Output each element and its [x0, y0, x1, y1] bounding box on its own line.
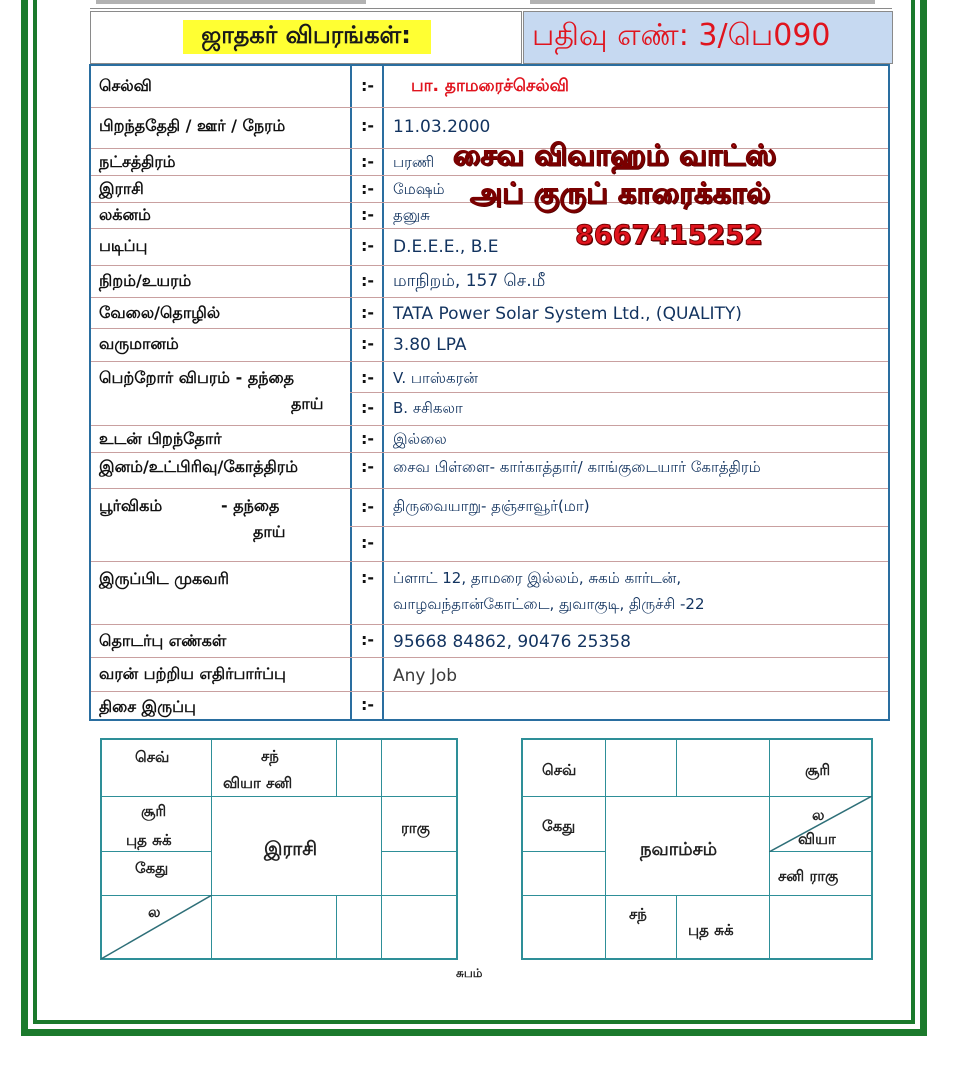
table-row: [91, 298, 888, 329]
row-separator: :-: [361, 568, 375, 587]
row-value: திருவையாறு- தஞ்சாவூர்(மா): [393, 497, 590, 515]
planet-label: வியா: [798, 830, 836, 848]
row-separator: :-: [361, 271, 375, 290]
cropped-top-row: [90, 0, 892, 9]
row-label: லக்னம்: [99, 205, 151, 224]
row-separator: :-: [361, 116, 375, 135]
chart-cell: [769, 895, 872, 959]
row-separator: :-: [361, 368, 375, 387]
row-separator: :-: [361, 179, 375, 198]
row-value: பா. தாமரைச்செல்வி: [411, 76, 569, 96]
row-label: வரன் பற்றிய எதிர்பார்ப்பு: [99, 664, 286, 683]
row-label: பிறந்ததேதி / ஊர் / நேரம்: [99, 116, 286, 135]
planet-label: சூரி: [141, 802, 167, 820]
row-label: வருமானம்: [99, 334, 179, 353]
row-sublabel: தாய்: [291, 394, 324, 413]
planet-label: செவ்: [135, 748, 170, 766]
row-value: 3.80 LPA: [393, 335, 467, 355]
table-row: [91, 66, 888, 108]
registration-number: பதிவு எண்: 3/பெ090: [532, 18, 831, 53]
registration-box: [523, 11, 893, 64]
row-label: பூர்விகம்: [99, 496, 163, 515]
row-separator: :-: [361, 630, 375, 649]
row-separator: :-: [361, 152, 375, 171]
row-value-line2: வாழவந்தான்கோட்டை, துவாகுடி, திருச்சி -22: [393, 595, 705, 613]
planet-label: சனி ராகு: [778, 867, 839, 885]
row-label: தொடர்பு எண்கள்: [99, 631, 227, 650]
row-label: உடன் பிறந்தோர்: [99, 429, 222, 448]
row-separator: :-: [361, 205, 375, 224]
row-label: படிப்பு: [99, 236, 148, 255]
row-divider: [350, 392, 888, 393]
row-value: இல்லை: [393, 430, 447, 448]
table-row: [91, 266, 888, 298]
row-value: தனுசு: [393, 206, 430, 224]
details-heading: ஜாதகர் விபரங்கள்:: [201, 21, 411, 49]
chart-cell: [381, 851, 457, 896]
table-row: [91, 426, 888, 453]
planet-label: செவ்: [542, 761, 577, 779]
planet-label: புத சுக்: [126, 831, 172, 849]
row-value: மாநிறம், 157 செ.மீ: [393, 271, 546, 291]
chart-cell: [336, 739, 382, 797]
row-label: பெற்றோர் விபரம் - தந்தை: [99, 368, 295, 387]
table-row: [91, 329, 888, 362]
table-row: [91, 625, 888, 658]
planet-label: சந்: [629, 905, 647, 923]
row-separator: :-: [361, 303, 375, 322]
footer-text: சுபம்: [456, 966, 483, 980]
row-separator: :-: [361, 695, 375, 714]
row-separator: :-: [361, 236, 375, 255]
row-value: 95668 84862, 90476 25358: [393, 632, 631, 652]
row-value: TATA Power Solar System Ltd., (QUALITY): [393, 304, 742, 324]
row-label: வேலை/தொழில்: [99, 303, 221, 322]
row-value: மேஷம்: [393, 180, 445, 198]
row-label: திசை இருப்பு: [99, 697, 196, 716]
planet-label: ல: [148, 903, 161, 921]
details-heading-box: [90, 11, 522, 64]
row-value: பரணி: [393, 153, 435, 171]
row-label: செல்வி: [99, 76, 152, 95]
row-label: நிறம்/உயரம்: [99, 271, 192, 290]
table-row: [91, 658, 888, 692]
row-value: V. பாஸ்கரன்: [393, 369, 478, 387]
chart-cell: [605, 739, 677, 797]
row-separator: :-: [361, 457, 375, 476]
watermark-phone: 8667415252: [575, 220, 763, 251]
chart-cell: [381, 895, 457, 959]
table-row: [91, 562, 888, 625]
table-row: [91, 453, 888, 489]
table-row: [91, 229, 888, 266]
row-sublabel: தாய்: [253, 522, 286, 541]
planet-label: ல: [812, 806, 825, 824]
row-separator: :-: [361, 533, 375, 552]
row-separator: :-: [361, 398, 375, 417]
row-separator: :-: [361, 334, 375, 353]
row-divider: [350, 526, 888, 527]
row-value: Any Job: [393, 666, 458, 686]
row-label: இராசி: [99, 179, 144, 198]
row-subvalue: B. சசிகலா: [393, 399, 463, 417]
row-label: இருப்பிட முகவரி: [99, 569, 230, 588]
chart-title: இராசி: [264, 838, 318, 860]
chart-cell: [676, 739, 770, 797]
table-row: [91, 692, 888, 719]
row-label: நட்சத்திரம்: [99, 152, 176, 171]
watermark-line: சைவ விவாஹம் வாட்ஸ்: [453, 138, 777, 172]
row-label-suffix: - தந்தை: [221, 496, 280, 515]
planet-label: ராகு: [401, 819, 430, 837]
rasi-chart: [100, 738, 458, 960]
table-row: [91, 489, 888, 562]
chart-cell: [336, 895, 382, 959]
chart-cell: [522, 851, 606, 896]
planet-label: சூரி: [805, 761, 831, 779]
chart-cell: [381, 739, 457, 797]
chart-cell: [211, 895, 337, 959]
row-value: 11.03.2000: [393, 117, 491, 137]
table-row: [91, 362, 888, 426]
row-separator: :-: [361, 429, 375, 448]
planet-label: வியா சனி: [223, 774, 293, 792]
planet-label: கேது: [542, 817, 576, 835]
row-value: சைவ பிள்ளை- கார்காத்தார்/ காங்குடையார் கோத்திரம்: [393, 458, 761, 476]
planet-label: கேது: [135, 859, 169, 877]
row-separator: :-: [361, 497, 375, 516]
planet-label: புத சுக்: [688, 921, 734, 939]
row-label: இனம்/உட்பிரிவு/கோத்திரம்: [99, 457, 298, 476]
watermark-line: அப் குருப் காரைக்கால்: [470, 176, 771, 210]
planet-label: சந்: [261, 747, 279, 765]
navamsa-chart: [521, 738, 873, 960]
chart-title: நவாம்சம்: [640, 839, 718, 860]
row-separator: :-: [361, 76, 375, 95]
row-value: ப்ளாட் 12, தாமரை இல்லம், சுகம் கார்டன்,: [393, 569, 682, 587]
chart-cell: [522, 895, 606, 959]
row-value: D.E.E.E., B.E: [393, 237, 499, 257]
